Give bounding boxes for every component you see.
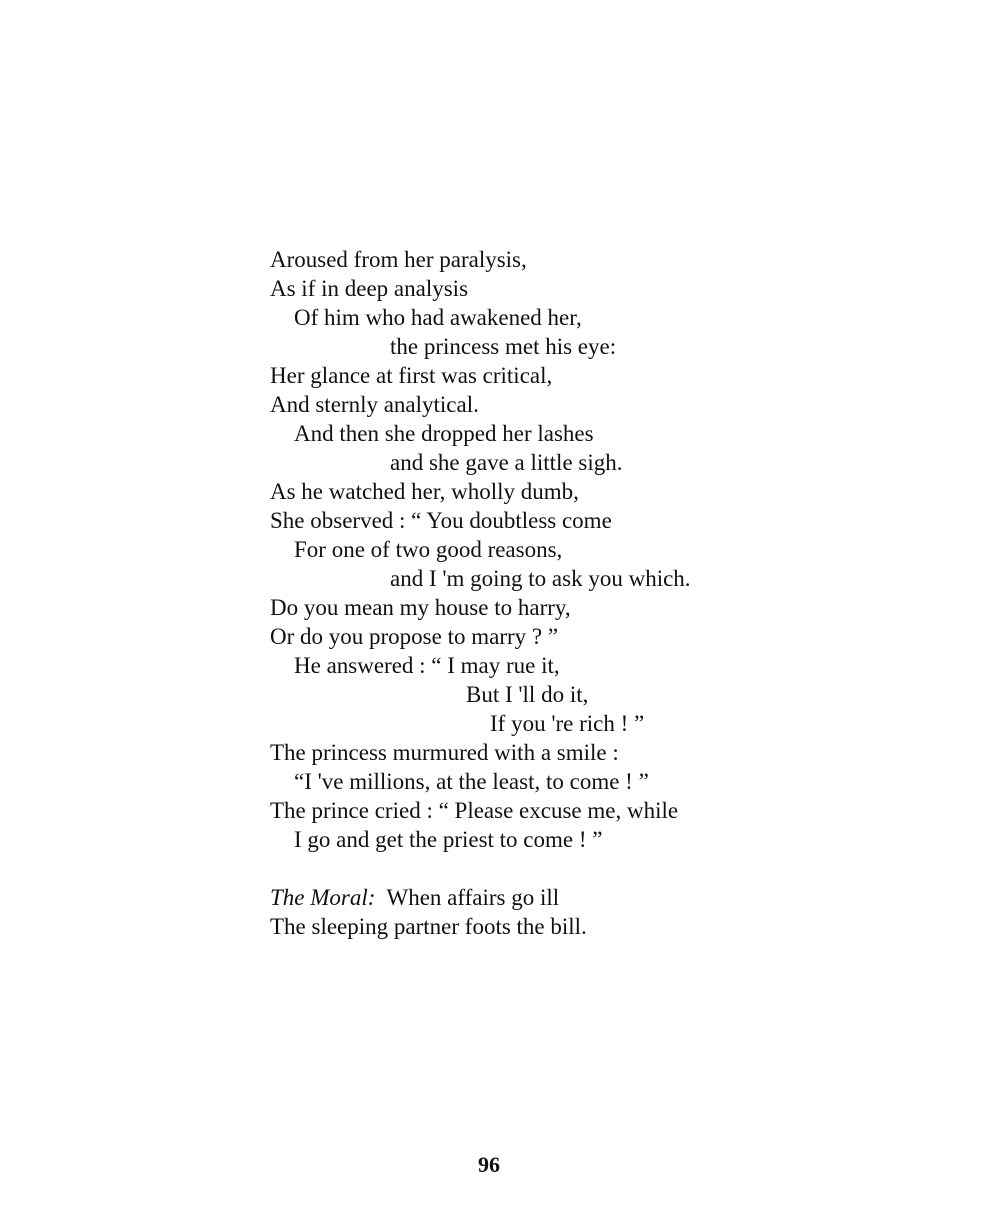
poem-line: The princess murmured with a smile : [270,740,619,765]
poem-line: Aroused from her paralysis, [270,247,527,272]
poem-line: For one of two good reasons, [294,537,563,562]
poem-line: As he watched her, wholly dumb, [270,479,579,504]
poem-line: As if in deep analysis [270,276,469,301]
poem-line: And then she dropped her lashes [294,421,594,446]
stanza-gap [270,854,790,883]
poem [270,245,790,941]
poem-line: the princess met his eye: [390,334,617,359]
poem-line: And sternly analytical. [270,392,479,417]
moral-line-2: The sleeping partner foots the bill. [270,914,587,939]
poem-line: Of him who had awakened her, [294,305,582,330]
poem-line: and she gave a little sigh. [390,450,623,475]
moral-text: When affairs go ill [386,885,560,910]
poem-line: He answered : “ I may rue it, [294,653,560,678]
poem-line: Her glance at first was critical, [270,363,553,388]
poem-line: Or do you propose to marry ? ” [270,624,559,649]
page-number: 96 [478,1152,500,1177]
poem-line: But I 'll do it, [466,682,589,707]
poem-line: I go and get the priest to come ! ” [294,827,603,852]
moral-label: The Moral: [270,885,376,910]
poem-line: Do you mean my house to harry, [270,595,571,620]
poem-line: and I 'm going to ask you which. [390,566,691,591]
poem-line: “I 've millions, at the least, to come ! ” [294,769,649,794]
moral-spacer [375,885,386,910]
poem-line: The prince cried : “ Please excuse me, while [270,798,679,823]
poem-line: She observed : “ You doubtless come [270,508,612,533]
poem-line: If you 're rich ! ” [490,711,645,736]
moral-line [270,883,790,912]
